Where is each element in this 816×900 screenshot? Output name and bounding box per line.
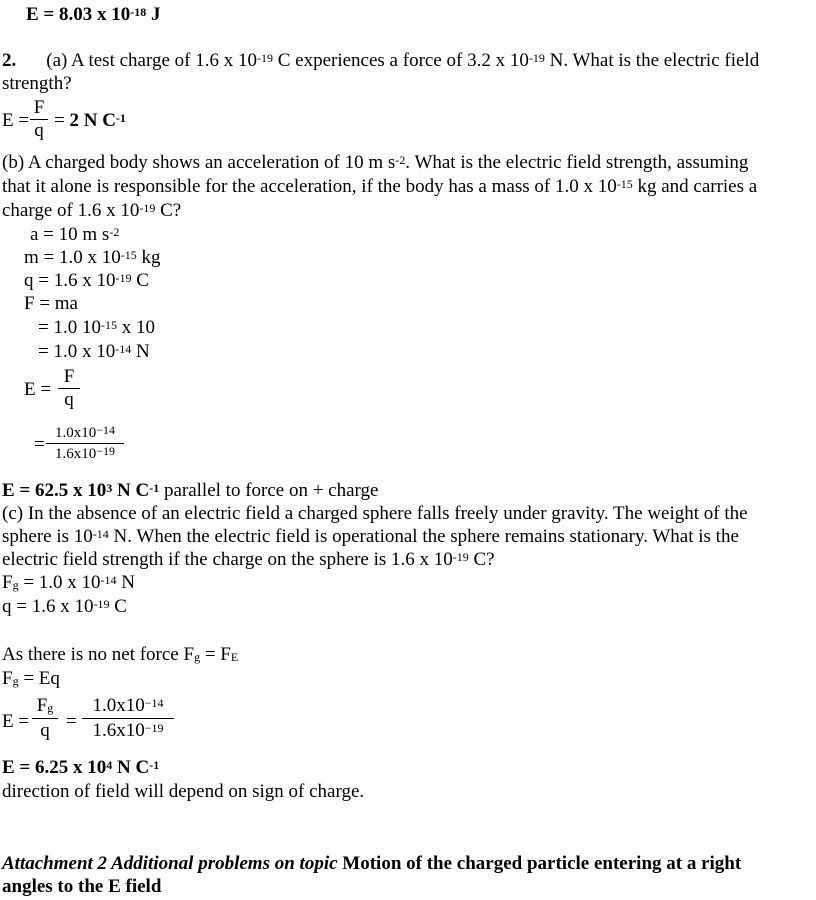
q2a-exp-2: -19 bbox=[528, 51, 545, 65]
q2b-E-num: F bbox=[58, 366, 80, 389]
q2c-frac-den: 1.6x10 bbox=[92, 720, 145, 741]
q2b-q-exp: -19 bbox=[115, 271, 132, 285]
q2c-E-lhs: E = bbox=[2, 711, 30, 732]
q2a-result-value: 2 N C bbox=[69, 110, 116, 131]
q2b-frac-num-exp: −14 bbox=[96, 423, 116, 437]
q2a-text-2: C experiences a force of 3.2 x 10 bbox=[272, 50, 529, 71]
q2b-result-exp: 3 bbox=[106, 481, 113, 495]
q2b-line-2 bbox=[2, 176, 757, 198]
q2c-frac-num: 1.0x10 bbox=[92, 695, 145, 716]
q2c-line2-exp: -14 bbox=[92, 527, 109, 541]
q2c-result-value: E = 6.25 x 10 bbox=[2, 757, 107, 778]
q2c-q-text: q = 1.6 x 10 bbox=[2, 596, 94, 617]
q2b-F2-text: = 1.0 10 bbox=[38, 317, 101, 338]
q2c-line3-exp: -19 bbox=[452, 550, 469, 564]
q2b-line2-text: that it alone is responsible for the acceleration, if the body has a mass of 1.0 x 10 bbox=[2, 176, 617, 197]
q2c-line3-text: electric field strength if the charge on the sphere is 1.6 x 10 bbox=[2, 549, 453, 570]
q2a-fraction-den: q bbox=[34, 120, 44, 141]
q2b-result-end: parallel to force on + charge bbox=[159, 480, 379, 501]
q2c-net-mid: = F bbox=[200, 644, 231, 665]
q2c-q-unit: C bbox=[109, 596, 127, 617]
q2b-line-3 bbox=[2, 200, 181, 222]
q2b-q bbox=[24, 270, 149, 292]
q2b-E-den: q bbox=[64, 389, 74, 410]
q2c-result-unit: N C bbox=[112, 757, 150, 778]
q2b-F2 bbox=[38, 317, 155, 339]
q2b-a-exp: -2 bbox=[109, 225, 120, 239]
attachment-heading bbox=[2, 853, 741, 875]
q2b-line-1 bbox=[2, 152, 748, 174]
q2b-a bbox=[30, 224, 119, 246]
q2c-net bbox=[2, 644, 238, 666]
q2b-F: F = ma bbox=[24, 293, 78, 314]
q2b-F3-text: = 1.0 x 10 bbox=[38, 341, 116, 362]
q2c-net-text: As there is no net force F bbox=[2, 644, 195, 665]
q2a-result bbox=[54, 110, 126, 132]
q2c-direction: direction of field will depend on sign of charge. bbox=[2, 781, 365, 802]
question-2a bbox=[2, 50, 759, 72]
q2c-q bbox=[2, 596, 127, 618]
q2b-F3 bbox=[38, 341, 150, 363]
q2c-frac-num-exp: −14 bbox=[144, 696, 164, 710]
q2b-m bbox=[24, 247, 161, 269]
q2c-line-1: (c) In the absence of an electric field a charged sphere falls freely under gravity. The weight of the bbox=[2, 503, 748, 524]
question-number: 2. bbox=[2, 50, 17, 71]
q2b-frac-den: 1.6x10 bbox=[54, 446, 97, 462]
q2c-eq-sign: = bbox=[66, 711, 77, 732]
q2b-line3-end: C? bbox=[155, 200, 182, 221]
q2b-F3-exp: -14 bbox=[115, 342, 132, 356]
q2c-line3-end: C? bbox=[468, 549, 495, 570]
q2b-line1-exp: -2 bbox=[395, 153, 406, 167]
q2b-result-unit: N C bbox=[112, 480, 150, 501]
top-result-exp: -18 bbox=[130, 5, 147, 19]
q2b-line1-end: . What is the electric field strength, assuming bbox=[405, 152, 749, 173]
q2b-F2-end: x 10 bbox=[116, 317, 155, 338]
q2c-Fg2-sub: g bbox=[12, 674, 19, 688]
q2b-line2-end: kg and carries a bbox=[632, 176, 758, 197]
q2b-line3-exp: -19 bbox=[139, 201, 156, 215]
attachment-italic: Attachment 2 Additional problems on topic bbox=[2, 853, 338, 874]
q2b-line2-exp: -15 bbox=[616, 177, 633, 191]
q2a-exp-1: -19 bbox=[256, 51, 273, 65]
q2c-result-unit-exp: -1 bbox=[149, 758, 160, 772]
top-result-text: E = 8.03 x 10 bbox=[26, 4, 131, 25]
q2c-net-sub: g bbox=[194, 650, 201, 664]
q2b-a-text: a = 10 m s bbox=[30, 224, 110, 245]
q2c-frac-den-exp: −19 bbox=[144, 721, 164, 735]
q2c-result bbox=[2, 757, 159, 779]
q2c-line-3 bbox=[2, 549, 495, 571]
q2b-result bbox=[2, 480, 378, 502]
q2b-line1-text: (b) A charged body shows an acceleration of 10 m s bbox=[2, 152, 396, 173]
q2c-frac bbox=[82, 694, 174, 743]
q2b-q-text: q = 1.6 x 10 bbox=[24, 270, 116, 291]
q2b-m-text: m = 1.0 x 10 bbox=[24, 247, 121, 268]
attachment-line-2: angles to the E field bbox=[2, 876, 162, 897]
q2c-Fg2-F: F bbox=[2, 668, 13, 689]
top-result bbox=[26, 4, 161, 26]
q2c-line-2 bbox=[2, 526, 739, 548]
q2b-m-exp: -15 bbox=[120, 248, 137, 262]
q2c-E-num: F bbox=[36, 695, 48, 716]
q2c-E-fraction bbox=[32, 694, 58, 743]
q2b-line3-text: charge of 1.6 x 10 bbox=[2, 200, 140, 221]
q2c-Fg2 bbox=[2, 668, 60, 690]
q2a-result-exp: -1 bbox=[115, 111, 126, 125]
q2c-q-exp: -19 bbox=[93, 597, 110, 611]
q2a-fraction bbox=[30, 97, 48, 142]
q2c-Fg2-end: = Eq bbox=[18, 668, 60, 689]
q2b-q-unit: C bbox=[131, 270, 149, 291]
q2b-E-fraction bbox=[58, 366, 80, 411]
q2a-formula-lhs: E = bbox=[2, 110, 30, 131]
q2a-line-2: strength? bbox=[2, 73, 72, 94]
q2c-result-exp: 4 bbox=[106, 758, 113, 772]
q2a-text-1: (a) A test charge of 1.6 x 10 bbox=[46, 50, 257, 71]
q2c-E-num-sub: g bbox=[47, 701, 54, 715]
q2b-m-unit: kg bbox=[136, 247, 161, 268]
q2b-F3-unit: N bbox=[131, 341, 150, 362]
q2b-frac bbox=[46, 423, 124, 464]
q2c-net-sub2: E bbox=[230, 650, 239, 664]
q2a-text-3: N. What is the electric field bbox=[544, 50, 760, 71]
q2c-line2-text: sphere is 10 bbox=[2, 526, 93, 547]
q2c-Fg-F: F bbox=[2, 572, 13, 593]
q2c-Fg-exp: -14 bbox=[100, 573, 117, 587]
q2b-result-unit-exp: -1 bbox=[149, 481, 160, 495]
q2b-E-lhs: E = bbox=[24, 379, 52, 400]
q2b-F2-exp: -15 bbox=[100, 318, 117, 332]
q2c-line2-end: N. When the electric field is operational the sphere remains stationary. What is the bbox=[108, 526, 739, 547]
q2c-E-den: q bbox=[40, 720, 50, 741]
q2b-result-value: E = 62.5 x 10 bbox=[2, 480, 107, 501]
q2c-Fg-unit: N bbox=[116, 572, 136, 593]
top-result-unit: J bbox=[146, 4, 161, 25]
q2c-Fg bbox=[2, 572, 135, 594]
q2b-frac-den-exp: −19 bbox=[96, 444, 116, 458]
q2b-eq-sign: = bbox=[34, 434, 45, 455]
attachment-bold: Motion of the charged particle entering at a right bbox=[337, 853, 742, 874]
q2b-frac-num: 1.0x10 bbox=[54, 425, 97, 441]
q2c-Fg-val: = 1.0 x 10 bbox=[18, 572, 101, 593]
q2c-Fg-sub: g bbox=[12, 578, 19, 592]
q2a-result-prefix: = bbox=[54, 110, 70, 131]
q2a-fraction-num: F bbox=[30, 97, 48, 120]
